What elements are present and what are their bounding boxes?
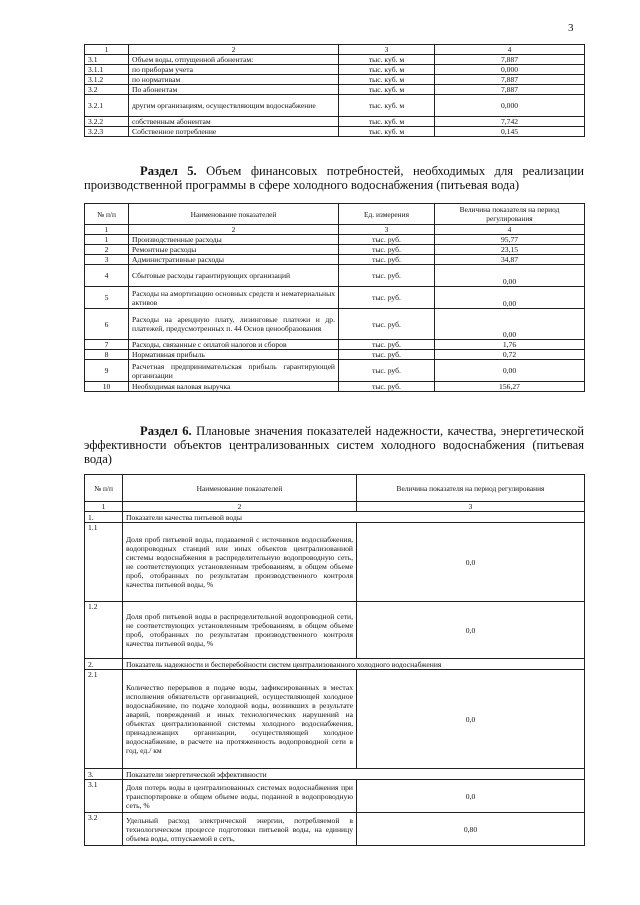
row-number: 3.2 <box>85 85 129 95</box>
table-row <box>85 309 585 340</box>
row-number: 3.1 <box>85 780 123 813</box>
row-number: 5 <box>85 287 129 309</box>
row-number: 3.2.2 <box>85 117 129 127</box>
table-row <box>85 360 585 382</box>
table-row <box>85 75 585 85</box>
table-row <box>85 255 585 265</box>
row-name: Необходимая валовая выручка <box>129 382 339 392</box>
water-volume-table <box>84 44 585 137</box>
row-value: 0,00 <box>435 360 585 382</box>
row-name: Доля потерь воды в централизованных системах водоснабжения при транспортировке в общем объеме воды, поданной в водопроводную сеть, % <box>123 780 357 813</box>
row-number: 9 <box>85 360 129 382</box>
row-value: 7,742 <box>435 117 585 127</box>
row-name: по нормативам <box>129 75 339 85</box>
row-name: Производственные расходы <box>129 235 339 245</box>
table-row <box>85 523 585 602</box>
row-value: 7,887 <box>435 75 585 85</box>
section-6-heading <box>84 424 584 466</box>
row-unit: тыс. куб. м <box>339 65 435 75</box>
row-name: Доля проб питьевой воды в распределительной водопроводной сети, не соответствующих установленным требованиям, в общем объеме проб, отобранных по результатам производственного контроля качества питьевой воды, % <box>123 602 357 659</box>
row-value: 0,72 <box>435 350 585 360</box>
row-number: 3.2.1 <box>85 95 129 117</box>
table-row <box>85 65 585 75</box>
table-header-row <box>85 502 585 512</box>
row-name: Доля проб питьевой воды, подаваемой с источников водоснабжения, водопроводных станций или иных объектов централизованной системы водоснабжения в распределительную водопроводную сеть, не соответствующих установленным требованиям, в общем объеме проб, отобранных по результатам производственного контроля качества питьевой воды, % <box>123 523 357 602</box>
row-number: 2. <box>85 659 123 670</box>
row-number: 3.1 <box>85 55 129 65</box>
row-unit: тыс. руб. <box>339 340 435 350</box>
row-unit: тыс. руб. <box>339 360 435 382</box>
table-row <box>85 382 585 392</box>
row-name: Нормативная прибыль <box>129 350 339 360</box>
header-cell: Величина показателя на период регулирования <box>435 204 585 225</box>
table-row <box>85 245 585 255</box>
table-header-row <box>85 45 585 55</box>
row-number: 8 <box>85 350 129 360</box>
section-6-title: Плановые значения показателей надежности, качества, энергетической эффективности объектов централизованных систем холодного водоснабжения (питьевая вода) <box>84 424 585 466</box>
header-cell: 3 <box>339 45 435 55</box>
row-value: 0,80 <box>357 813 585 846</box>
header-cell: 3 <box>339 225 435 235</box>
row-name: Показатели энергетической эффективности <box>123 769 585 780</box>
section-row <box>85 512 585 523</box>
row-value: 0,00 <box>435 265 585 287</box>
section-row <box>85 659 585 670</box>
table-row <box>85 127 585 137</box>
row-unit: тыс. куб. м <box>339 117 435 127</box>
table-row <box>85 95 585 117</box>
table-row <box>85 265 585 287</box>
row-unit: тыс. руб. <box>339 255 435 265</box>
reliability-indicators-table <box>84 474 585 846</box>
section-5-heading <box>84 164 584 192</box>
table-row <box>85 780 585 813</box>
table-header-row <box>85 475 585 502</box>
row-number: 3.2.3 <box>85 127 129 137</box>
header-cell: 2 <box>129 45 339 55</box>
row-unit: тыс. куб. м <box>339 55 435 65</box>
header-cell: Наименование показателей <box>123 475 357 502</box>
header-cell: 2 <box>123 502 357 512</box>
row-number: 3. <box>85 769 123 780</box>
row-value: 0,0 <box>357 780 585 813</box>
table-row <box>85 602 585 659</box>
row-value: 0,00 <box>435 287 585 309</box>
row-name: Показатель надежности и бесперебойности систем централизованного холодного водоснабжения <box>123 659 585 670</box>
row-number: 3.1.1 <box>85 65 129 75</box>
table-header-row <box>85 225 585 235</box>
section-5-label: Раздел 5. <box>140 164 197 178</box>
row-value: 0,000 <box>435 65 585 75</box>
financial-needs-table <box>84 203 585 392</box>
row-number: 1.1 <box>85 523 123 602</box>
table-header-row <box>85 204 585 225</box>
row-unit: тыс. куб. м <box>339 127 435 137</box>
header-cell: 1 <box>85 45 129 55</box>
row-number: 1. <box>85 512 123 523</box>
header-cell: 1 <box>85 502 123 512</box>
row-unit: тыс. руб. <box>339 309 435 340</box>
row-name: Удельный расход электрической энергии, потребляемой в технологическом процессе подготовки питьевой воды, на единицу объема воды, отпускаемой в сеть, <box>123 813 357 846</box>
row-number: 2.1 <box>85 670 123 769</box>
row-name: Расчетная предпринимательская прибыль гарантирующей организации <box>129 360 339 382</box>
header-cell: № п/п <box>85 204 129 225</box>
row-value: 0,145 <box>435 127 585 137</box>
header-cell: 4 <box>435 45 585 55</box>
row-number: 1.2 <box>85 602 123 659</box>
row-name: Расходы на арендную плату, лизинговые платежи и др. платежей, предусмотренных п. 44 Основ ценообразования <box>129 309 339 340</box>
row-number: 2 <box>85 245 129 255</box>
header-cell: 1 <box>85 225 129 235</box>
row-name: Ремонтные расходы <box>129 245 339 255</box>
row-name: Объем воды, отпущенной абонентам: <box>129 55 339 65</box>
row-name: Собственное потребление <box>129 127 339 137</box>
row-value: 156,27 <box>435 382 585 392</box>
page-number: 3 <box>568 22 574 34</box>
row-unit: тыс. куб. м <box>339 85 435 95</box>
table-row <box>85 350 585 360</box>
table-row <box>85 85 585 95</box>
header-cell: 2 <box>129 225 339 235</box>
row-name: Расходы, связанные с оплатой налогов и сборов <box>129 340 339 350</box>
section-6-label: Раздел 6. <box>140 424 192 438</box>
header-cell: Величина показателя на период регулирования <box>357 475 585 502</box>
header-cell: Наименование показателей <box>129 204 339 225</box>
row-value: 34,87 <box>435 255 585 265</box>
table-row <box>85 235 585 245</box>
row-unit: тыс. руб. <box>339 265 435 287</box>
row-number: 3 <box>85 255 129 265</box>
row-unit: тыс. руб. <box>339 382 435 392</box>
row-value: 0,0 <box>357 523 585 602</box>
row-unit: тыс. руб. <box>339 287 435 309</box>
header-cell: Ед. измерения <box>339 204 435 225</box>
row-unit: тыс. руб. <box>339 350 435 360</box>
row-number: 6 <box>85 309 129 340</box>
row-name: Показатели качества питьевой воды <box>123 512 585 523</box>
row-value: 1,76 <box>435 340 585 350</box>
row-name: другим организациям, осуществляющим водоснабжение <box>129 95 339 117</box>
row-value: 0,0 <box>357 602 585 659</box>
section-5-title: Объем финансовых потребностей, необходимых для реализации производственной программы в сфере холодного водоснабжения (питьевая вода) <box>84 164 584 192</box>
row-number: 1 <box>85 235 129 245</box>
table-row <box>85 55 585 65</box>
row-number: 3.2 <box>85 813 123 846</box>
row-unit: тыс. руб. <box>339 245 435 255</box>
table-row <box>85 287 585 309</box>
row-name: Расходы на амортизацию основных средств и нематериальных активов <box>129 287 339 309</box>
row-unit: тыс. куб. м <box>339 95 435 117</box>
row-value: 0,0 <box>357 670 585 769</box>
row-name: Сбытовые расходы гарантирующих организаций <box>129 265 339 287</box>
table-row <box>85 670 585 769</box>
header-cell: 4 <box>435 225 585 235</box>
table-row <box>85 117 585 127</box>
row-unit: тыс. руб. <box>339 235 435 245</box>
section-row <box>85 769 585 780</box>
row-value: 7,887 <box>435 55 585 65</box>
row-number: 10 <box>85 382 129 392</box>
row-name: собственным абонентам <box>129 117 339 127</box>
row-name: Административные расходы <box>129 255 339 265</box>
row-number: 7 <box>85 340 129 350</box>
row-name: Количество перерывов в подаче воды, зафиксированных в местах исполнения обязательств организацией, осуществляющей холодное водоснабжение, по подаче холодной воды, возникших в результате аварий, повреждений и иных технологических нарушений на объектах централизованной системы холодного водоснабжения, принадлежащих организации, осуществляющей холодное водоснабжение, в расчете на протяженность водопроводной сети в год, ед./ км <box>123 670 357 769</box>
table-row <box>85 813 585 846</box>
row-name: по приборам учета <box>129 65 339 75</box>
row-number: 4 <box>85 265 129 287</box>
row-name: По абонентам <box>129 85 339 95</box>
header-cell: 3 <box>357 502 585 512</box>
row-value: 0,000 <box>435 95 585 117</box>
row-value: 95,77 <box>435 235 585 245</box>
row-value: 0,00 <box>435 309 585 340</box>
row-value: 23,15 <box>435 245 585 255</box>
header-cell: № п/п <box>85 475 123 502</box>
row-unit: тыс. куб. м <box>339 75 435 85</box>
table-row <box>85 340 585 350</box>
row-value: 7,887 <box>435 85 585 95</box>
row-number: 3.1.2 <box>85 75 129 85</box>
